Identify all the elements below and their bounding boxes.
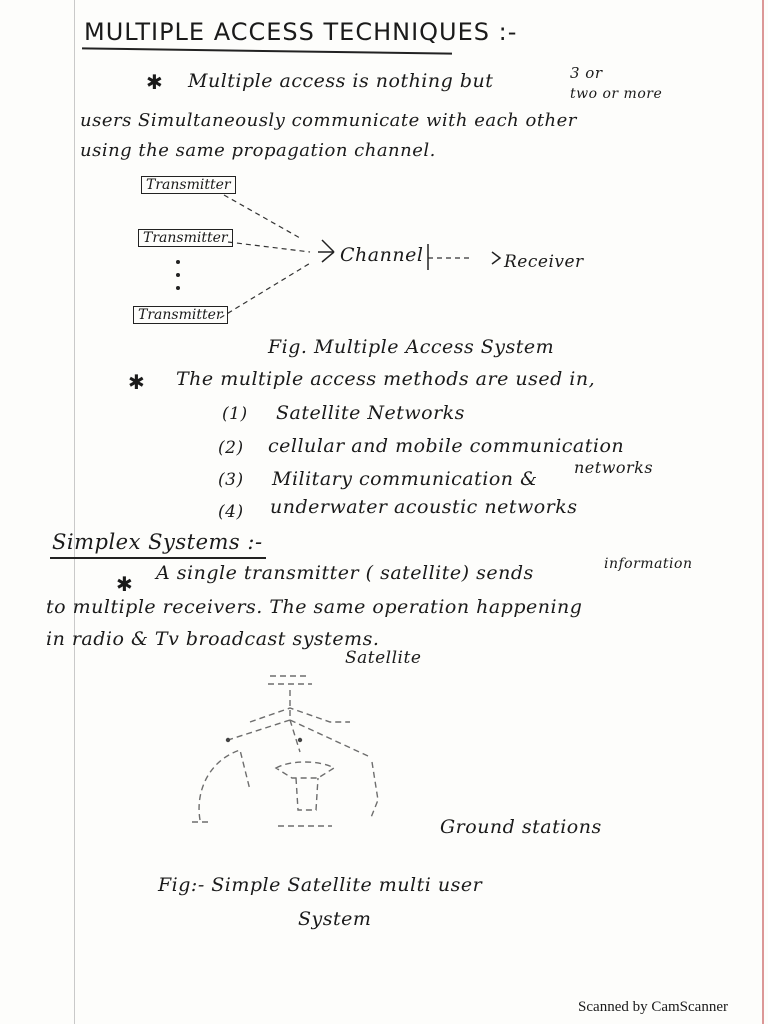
ground-station-stand-center xyxy=(296,778,318,810)
beam-endpoint-dot xyxy=(226,738,230,742)
satellite-label: Satellite xyxy=(345,648,422,668)
list-item-text: Military communication & xyxy=(272,468,538,490)
ground-station-dish-center xyxy=(276,762,334,778)
downlink-beam-center xyxy=(290,720,300,752)
bullet-star-icon: ✱ xyxy=(146,70,163,94)
simplex-line-2: to multiple receivers. The same operation happening xyxy=(46,596,583,618)
section-heading-simplex: Simplex Systems :- xyxy=(52,530,263,554)
uses-heading: The multiple access methods are used in, xyxy=(176,368,596,390)
intro-correction: 3 or xyxy=(570,64,603,82)
uplink-beam-left xyxy=(228,720,290,740)
list-item-extra: networks xyxy=(574,458,654,477)
intro-line-2: users Simultaneously communicate with each other xyxy=(80,110,577,131)
list-item-text: underwater acoustic networks xyxy=(270,496,578,518)
bullet-star-icon: ✱ xyxy=(116,572,133,596)
receiver-label: Receiver xyxy=(504,252,584,272)
ground-stations-label: Ground stations xyxy=(440,816,602,838)
page-title: MULTIPLE ACCESS TECHNIQUES :- xyxy=(84,18,518,46)
simplex-line-1: A single transmitter ( satellite) sends xyxy=(156,562,534,584)
satellite-body xyxy=(250,708,350,722)
ground-station-right xyxy=(370,762,378,820)
intro-line-1: Multiple access is nothing but xyxy=(188,70,494,92)
intro-line-1-end: two or more xyxy=(570,86,663,102)
beam-endpoint-dot xyxy=(298,738,302,742)
list-item-number: (3) xyxy=(218,470,244,490)
simplex-line-1-end: information xyxy=(604,556,693,572)
list-item-number: (2) xyxy=(218,438,244,458)
figure-2-caption-line-1: Fig:- Simple Satellite multi user xyxy=(158,874,483,896)
transmitter-box-3: Transmitter xyxy=(133,306,228,324)
simplex-line-3: in radio & Tv broadcast systems. xyxy=(46,628,380,650)
transmitter-box-1: Transmitter xyxy=(141,176,236,194)
list-item-number: (1) xyxy=(222,404,248,424)
transmitter-box-2: Transmitter xyxy=(138,229,233,247)
figure-1-caption: Fig. Multiple Access System xyxy=(268,336,555,358)
list-item-text: Satellite Networks xyxy=(276,402,465,424)
downlink-beam-right xyxy=(290,720,368,756)
scanner-watermark: Scanned by CamScanner xyxy=(578,999,728,1015)
intro-line-3: using the same propagation channel. xyxy=(80,140,436,161)
bullet-star-icon: ✱ xyxy=(128,370,145,394)
list-item-number: (4) xyxy=(218,502,244,522)
list-item-text: cellular and mobile communication xyxy=(268,435,625,457)
channel-label: Channel xyxy=(340,244,424,266)
ground-station-dish-left xyxy=(199,750,250,820)
figure-2-caption-line-2: System xyxy=(298,908,372,930)
